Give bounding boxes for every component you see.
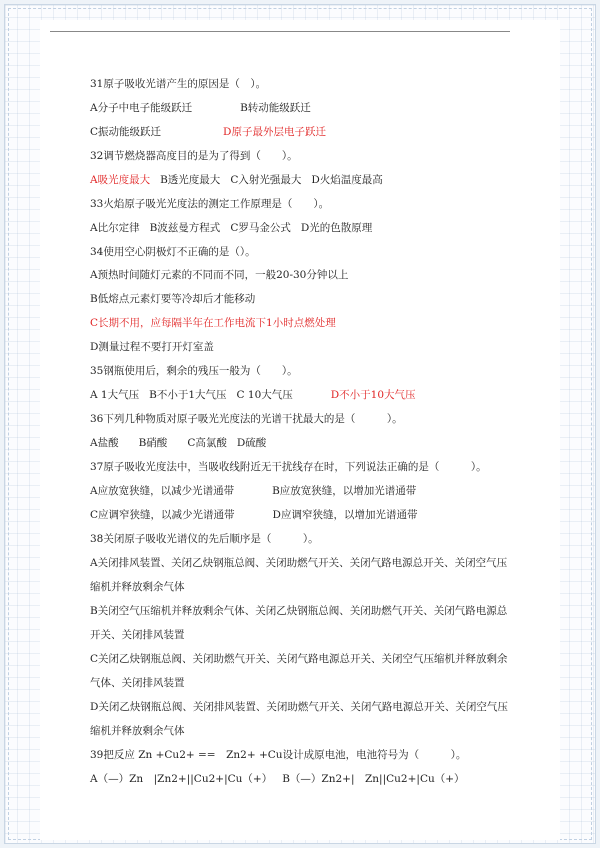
q38-option-a-line2: 缩机并释放剩余气体 [90, 581, 185, 593]
q37-option-a: A应放宽狭缝，以减少光谱通带 [90, 485, 235, 497]
document-page [40, 20, 560, 840]
question-37-options-cd [90, 508, 417, 522]
q37-option-d: D应调窄狭缝，以增加光谱通带 [272, 509, 418, 521]
q31-option-c: C振动能级跃迁 [90, 126, 162, 138]
q37-option-c: C应调窄狭缝，以减少光谱通带 [90, 509, 235, 521]
question-38: 38关闭原子吸收光谱仪的先后顺序是（ ）。 [90, 533, 319, 545]
question-37-options-ab [90, 484, 416, 498]
q31-option-b: B转动能级跃迁 [240, 102, 311, 114]
q32-option-a-answer: A吸光度最大 [90, 174, 151, 186]
question-33: 33火焰原子吸光光度法的测定工作原理是（ ）。 [90, 198, 330, 210]
question-31-options-ab [90, 101, 311, 115]
q36-option-c: C高氯酸 [187, 437, 227, 449]
question-32: 32调节燃烧器高度目的是为了得到（ ）。 [90, 150, 298, 162]
q33-option-c: C罗马金公式 [230, 222, 291, 234]
question-39: 39把反应 Zn +Cu2+ == Zn2+ +Cu设计成原电池，电池符号为（ ）。 [90, 749, 467, 761]
q34-option-c-answer: C长期不用，应每隔半年在工作电流下1小时点燃处理 [90, 317, 336, 329]
q33-option-d: D光的色散原理 [300, 222, 373, 234]
question-36-options [90, 436, 266, 450]
question-34: 34使用空心阴极灯不正确的是（）。 [90, 246, 256, 258]
q38-option-a-line1: A关闭排风装置、关闭乙炔钢瓶总阀、关闭助燃气开关、关闭气路电源总开关、关闭空气压 [90, 557, 508, 569]
q33-option-a: A比尔定律 [90, 222, 140, 234]
q38-option-b-line1: B关闭空气压缩机并释放剩余气体、关闭乙炔钢瓶总阀、关闭助燃气开关、关闭气路电源总 [90, 605, 508, 617]
q35-option-c: C 10大气压 [236, 389, 293, 401]
q37-option-b: B应放宽狭缝，以增加光谱通带 [272, 485, 417, 497]
q31-option-d-answer: D原子最外层电子跃迁 [223, 126, 326, 138]
q32-option-b: B透光度最大 [160, 174, 221, 186]
q38-option-c-line1: C关闭乙炔钢瓶总阀、关闭助燃气开关、关闭气路电源总开关、关闭空气压缩机并释放剩余 [90, 653, 508, 665]
q36-option-d: D硫酸 [236, 437, 267, 449]
question-35-options [90, 388, 416, 402]
question-36: 36下列几种物质对原子吸光光度法的光谱干扰最大的是（ ）。 [90, 413, 403, 425]
q39-option-a: A（—）Zn |Zn2+||Cu2+|Cu（+） [90, 773, 273, 785]
q32-option-d: D火焰温度最高 [311, 174, 383, 186]
q35-option-b: B不小于1大气压 [149, 389, 227, 401]
q35-option-a: A 1大气压 [90, 389, 140, 401]
q34-option-b: B低熔点元素灯要等冷却后才能移动 [90, 293, 256, 305]
q31-option-a: A分子中电子能级跃迁 [90, 102, 193, 114]
question-31: 31原子吸收光谱产生的原因是（ ）。 [90, 78, 267, 90]
question-33-options [90, 221, 372, 235]
q39-option-b: B（—）Zn2+| Zn||Cu2+|Cu（+） [282, 773, 465, 785]
q38-option-d-line2: 缩机并释放剩余气体 [90, 725, 185, 737]
q38-option-c-line2: 气体、关闭排风装置 [90, 677, 185, 689]
q38-option-b-line2: 开关、关闭排风装置 [90, 629, 185, 641]
question-31-options-cd [90, 125, 326, 139]
q34-option-a: A预热时间随灯元素的不同而不同，一般20-30分钟以上 [90, 269, 349, 281]
q38-option-d-line1: D关闭乙炔钢瓶总阀、关闭排风装置、关闭助燃气开关、关闭气路电源总开关、关闭空气压 [90, 701, 508, 713]
question-37: 37原子吸收光度法中，当吸收线附近无干扰线存在时，下列说法正确的是（ ）。 [90, 461, 487, 473]
header-rule [50, 31, 510, 32]
q36-option-b: B硝酸 [138, 437, 168, 449]
q35-option-d-answer: D不小于10大气压 [330, 389, 416, 401]
question-32-options [90, 173, 383, 187]
q32-option-c: C入射光强最大 [230, 174, 302, 186]
question-35: 35钢瓶使用后，剩余的残压一般为（ ）。 [90, 365, 298, 377]
q36-option-a: A盐酸 [90, 437, 119, 449]
q34-option-d: D测量过程不要打开灯室盖 [90, 341, 214, 353]
q33-option-b: B波兹曼方程式 [149, 222, 221, 234]
question-39-options [90, 772, 465, 786]
